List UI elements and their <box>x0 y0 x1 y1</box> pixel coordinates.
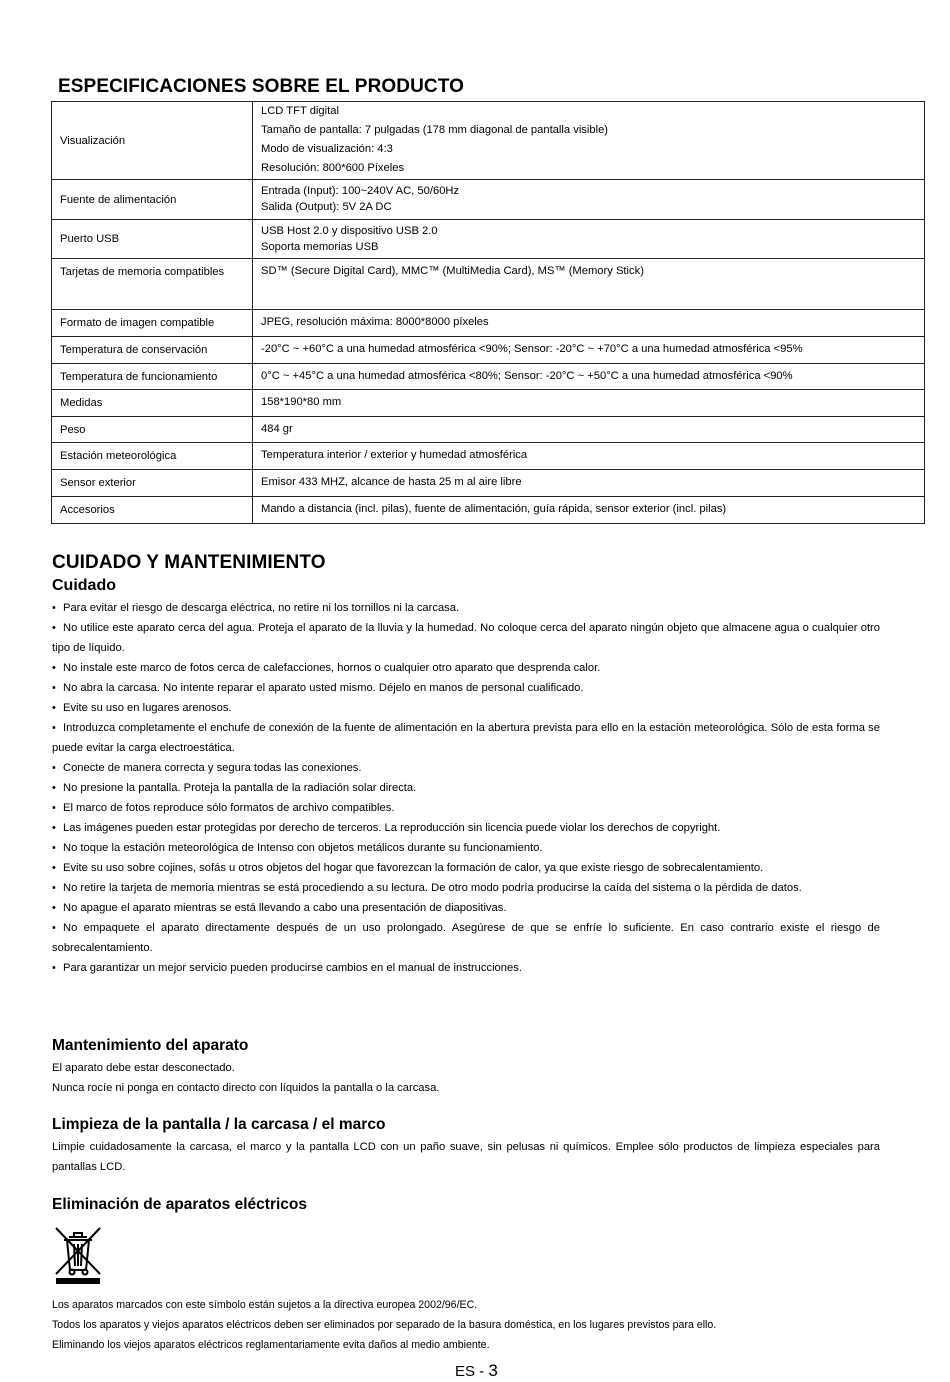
disposal-line: Los aparatos marcados con este símbolo están sujetos a la directiva europea 2002/96/EC. <box>52 1299 478 1311</box>
spec-row <box>52 220 925 259</box>
disposal-title: Eliminación de aparatos eléctricos <box>52 1196 307 1213</box>
spec-value-line: Soporta memorias USB <box>261 241 379 253</box>
spec-label <box>52 310 253 337</box>
spec-label <box>52 390 253 417</box>
spec-row <box>52 102 925 180</box>
care-bullet-list <box>52 598 880 978</box>
maintenance-line: El aparato debe estar desconectado. <box>52 1062 235 1074</box>
page-footer <box>455 1361 498 1381</box>
spec-value-line: Mando a distancia (incl. pilas), fuente de alimentación, guía rápida, sensor exterior (incl. pilas) <box>261 503 727 515</box>
spec-value-line: Temperatura interior / exterior y humedad atmosférica <box>261 449 528 461</box>
spec-value-line: USB Host 2.0 y dispositivo USB 2.0 <box>261 225 438 237</box>
care-bullet-text: Para garantizar un mejor servicio pueden producirse cambios en el manual de instrucciones. <box>63 962 522 974</box>
footer-prefix: ES - <box>455 1363 489 1380</box>
bullet-dot-icon: • <box>52 862 56 874</box>
spec-value-line: Modo de visualización: 4:3 <box>261 143 393 155</box>
spec-row <box>52 180 925 220</box>
spec-value-lines <box>261 443 916 465</box>
care-bullet-text: Conecte de manera correcta y segura todas las conexiones. <box>63 762 362 774</box>
bullet-dot-icon: • <box>52 822 56 834</box>
bullet-dot-icon: • <box>52 662 56 674</box>
spec-value-line: Tamaño de pantalla: 7 pulgadas (178 mm diagonal de pantalla visible) <box>261 124 609 136</box>
spec-value-line: Resolución: 800*600 Píxeles <box>261 162 405 174</box>
spec-label <box>52 497 253 524</box>
spec-row <box>52 497 925 524</box>
spec-value-lines <box>261 497 916 519</box>
spec-value <box>253 259 925 310</box>
care-bullet <box>52 898 880 918</box>
spec-value-lines <box>261 337 916 359</box>
spec-value-lines <box>261 180 916 215</box>
care-bullet-text: Evite su uso en lugares arenosos. <box>63 702 232 714</box>
cleaning-text: Limpie cuidadosamente la carcasa, el marco y la pantalla LCD con un paño suave, sin pelusas ni químicos. Emplee sólo productos de limpieza especiales para pantallas LCD. <box>52 1141 880 1173</box>
spec-value <box>253 390 925 417</box>
spec-label <box>52 364 253 390</box>
spec-label-text: Accesorios <box>60 504 115 516</box>
spec-value-line: Entrada (Input): 100~240V AC, 50/60Hz <box>261 185 460 197</box>
spec-value-lines <box>261 310 916 332</box>
bullet-dot-icon: • <box>52 622 56 634</box>
bullet-dot-icon: • <box>52 802 56 814</box>
spec-label <box>52 102 253 180</box>
spec-value-line: 0°C ~ +45°C a una humedad atmosférica <80%; Sensor: -20°C ~ +50°C a una humedad atmosférica <90% <box>261 370 793 382</box>
care-bullet-text: El marco de fotos reproduce sólo formatos de archivo compatibles. <box>63 802 395 814</box>
spec-label <box>52 417 253 443</box>
spec-label-text: Sensor exterior <box>60 477 136 489</box>
spec-value-line: Emisor 433 MHZ, alcance de hasta 25 m al aire libre <box>261 476 522 488</box>
spec-value <box>253 102 925 180</box>
spec-label <box>52 180 253 220</box>
cleaning-title: Limpieza de la pantalla / la carcasa / el marco <box>52 1116 386 1133</box>
care-bullet-text: Introduzca completamente el enchufe de conexión de la fuente de alimentación en la abertura prevista para ello en la estación meteorológica. Sólo de esta forma se puede evitar la carga electroestática. <box>52 722 880 754</box>
bullet-dot-icon: • <box>52 922 56 934</box>
spec-value <box>253 337 925 364</box>
care-bullet <box>52 678 880 698</box>
spec-value <box>253 364 925 390</box>
care-bullet-text: No empaquete el aparato directamente después de un uso prolongado. Asegúrese de que se enfríe lo suficiente. En caso contrario existe el riesgo de sobrecalentamiento. <box>52 922 880 954</box>
care-bullet <box>52 838 880 858</box>
spec-label <box>52 470 253 497</box>
care-bullet-text: No retire la tarjeta de memoria mientras se está procediendo a su lectura. De otro modo podría producirse la caída del sistema o la pérdida de datos. <box>63 882 802 894</box>
spec-row <box>52 364 925 390</box>
bullet-dot-icon: • <box>52 962 56 974</box>
spec-value <box>253 310 925 337</box>
spec-label-text: Medidas <box>60 397 103 409</box>
spec-row <box>52 470 925 497</box>
spec-row <box>52 337 925 364</box>
bullet-dot-icon: • <box>52 722 56 734</box>
spec-label-text: Fuente de alimentación <box>60 193 177 206</box>
spec-value-line: JPEG, resolución máxima: 8000*8000 píxeles <box>261 316 489 328</box>
spec-row <box>52 259 925 310</box>
spec-label-text: Visualización <box>60 134 126 147</box>
spec-value-lines <box>261 390 916 412</box>
care-bullet <box>52 858 880 878</box>
spec-row <box>52 417 925 443</box>
spec-value <box>253 470 925 497</box>
care-bullet <box>52 658 880 678</box>
bullet-dot-icon: • <box>52 902 56 914</box>
spec-row <box>52 443 925 470</box>
spec-row <box>52 390 925 417</box>
bullet-dot-icon: • <box>52 762 56 774</box>
care-bullet <box>52 818 880 838</box>
maintenance-title: Mantenimiento del aparato <box>52 1037 249 1054</box>
spec-value-lines <box>261 102 916 178</box>
care-bullet <box>52 798 880 818</box>
spec-value <box>253 220 925 259</box>
care-section-title: CUIDADO Y MANTENIMIENTO <box>52 552 326 573</box>
spec-value <box>253 443 925 470</box>
bullet-dot-icon: • <box>52 702 56 714</box>
spec-label-text: Puerto USB <box>60 233 120 245</box>
care-bullet-text: No instale este marco de fotos cerca de calefacciones, hornos o cualquier otro aparato que desprenda calor. <box>63 662 601 674</box>
disposal-line: Todos los aparatos y viejos aparatos eléctricos deben ser eliminados por separado de la basura doméstica, en los lugares previstos para ello. <box>52 1319 717 1331</box>
care-bullet-text: No abra la carcasa. No intente reparar el aparato usted mismo. Déjelo en manos de personal cualificado. <box>63 682 584 694</box>
spec-value-lines <box>261 470 916 492</box>
disposal-line: Eliminando los viejos aparatos eléctricos reglamentariamente evita daños al medio ambiente. <box>52 1339 490 1351</box>
care-bullet-text: No presione la pantalla. Proteja la pantalla de la radiación solar directa. <box>63 782 417 794</box>
care-bullet-text: No toque la estación meteorológica de Intenso con objetos metálicos durante su funcionamiento. <box>63 842 543 854</box>
spec-value-line: Salida (Output): 5V 2A DC <box>261 201 392 213</box>
care-bullet <box>52 758 880 778</box>
spec-label <box>52 220 253 259</box>
spec-value-line: -20°C ~ +60°C a una humedad atmosférica <90%; Sensor: -20°C ~ +70°C a una humedad atmosférica <95% <box>261 343 803 355</box>
spec-value <box>253 497 925 524</box>
spec-label-text: Peso <box>60 423 86 436</box>
spec-value-lines <box>261 259 916 281</box>
spec-value-lines <box>261 220 916 255</box>
care-bullet <box>52 598 880 618</box>
care-bullet-text: Evite su uso sobre cojines, sofás u otros objetos del hogar que favorezcan la formación de calor, ya que existe riesgo de sobrecalentamiento. <box>63 862 764 874</box>
care-bullet <box>52 878 880 898</box>
disposal-text <box>52 1295 880 1355</box>
spec-label-text: Temperatura de conservación <box>60 344 208 356</box>
spec-section-title: ESPECIFICACIONES SOBRE EL PRODUCTO <box>58 76 464 97</box>
weee-crossed-bin-icon <box>52 1224 104 1286</box>
spec-value-line: SD™ (Secure Digital Card), MMC™ (MultiMedia Card), MS™ (Memory Stick) <box>261 265 644 277</box>
care-bullet-text: No utilice este aparato cerca del agua. Proteja el aparato de la lluvia y la humedad. No coloque cerca del aparato ningún objeto que almacene agua o cualquier otro tipo de líquido. <box>52 622 880 654</box>
spec-label <box>52 259 253 310</box>
care-bullet <box>52 718 880 758</box>
care-bullet <box>52 618 880 658</box>
care-bullet-text: Las imágenes pueden estar protegidas por derecho de terceros. La reproducción sin licencia puede violar los derechos de copyright. <box>63 822 721 834</box>
spec-value-line: LCD TFT digital <box>261 105 339 117</box>
care-bullet-text: Para evitar el riesgo de descarga eléctrica, no retire ni los tornillos ni la carcasa. <box>63 602 460 614</box>
bullet-dot-icon: • <box>52 882 56 894</box>
spec-value-line: 158*190*80 mm <box>261 396 342 408</box>
care-bullet-text: No apague el aparato mientras se está llevando a cabo una presentación de diapositivas. <box>63 902 507 914</box>
bullet-dot-icon: • <box>52 602 56 614</box>
bullet-dot-icon: • <box>52 682 56 694</box>
spec-label <box>52 337 253 364</box>
spec-value <box>253 417 925 443</box>
maintenance-line: Nunca rocíe ni ponga en contacto directo con líquidos la pantalla o la carcasa. <box>52 1082 440 1094</box>
spec-label <box>52 443 253 470</box>
spec-value-lines <box>261 417 916 439</box>
spec-value <box>253 180 925 220</box>
spec-value-lines <box>261 364 916 386</box>
care-bullet <box>52 698 880 718</box>
maintenance-text <box>52 1058 880 1098</box>
spec-label-text: Tarjetas de memoria compatibles <box>60 266 225 278</box>
care-subtitle: Cuidado <box>52 577 116 594</box>
bullet-dot-icon: • <box>52 842 56 854</box>
care-bullet <box>52 958 880 978</box>
spec-table <box>51 101 925 524</box>
care-bullet <box>52 778 880 798</box>
bullet-dot-icon: • <box>52 782 56 794</box>
spec-label-text: Formato de imagen compatible <box>60 317 215 329</box>
care-bullet <box>52 918 880 958</box>
spec-row <box>52 310 925 337</box>
spec-value-line: 484 gr <box>261 423 293 435</box>
spec-label-text: Temperatura de funcionamiento <box>60 370 218 383</box>
spec-label-text: Estación meteorológica <box>60 450 177 462</box>
page-number: 3 <box>488 1361 498 1380</box>
